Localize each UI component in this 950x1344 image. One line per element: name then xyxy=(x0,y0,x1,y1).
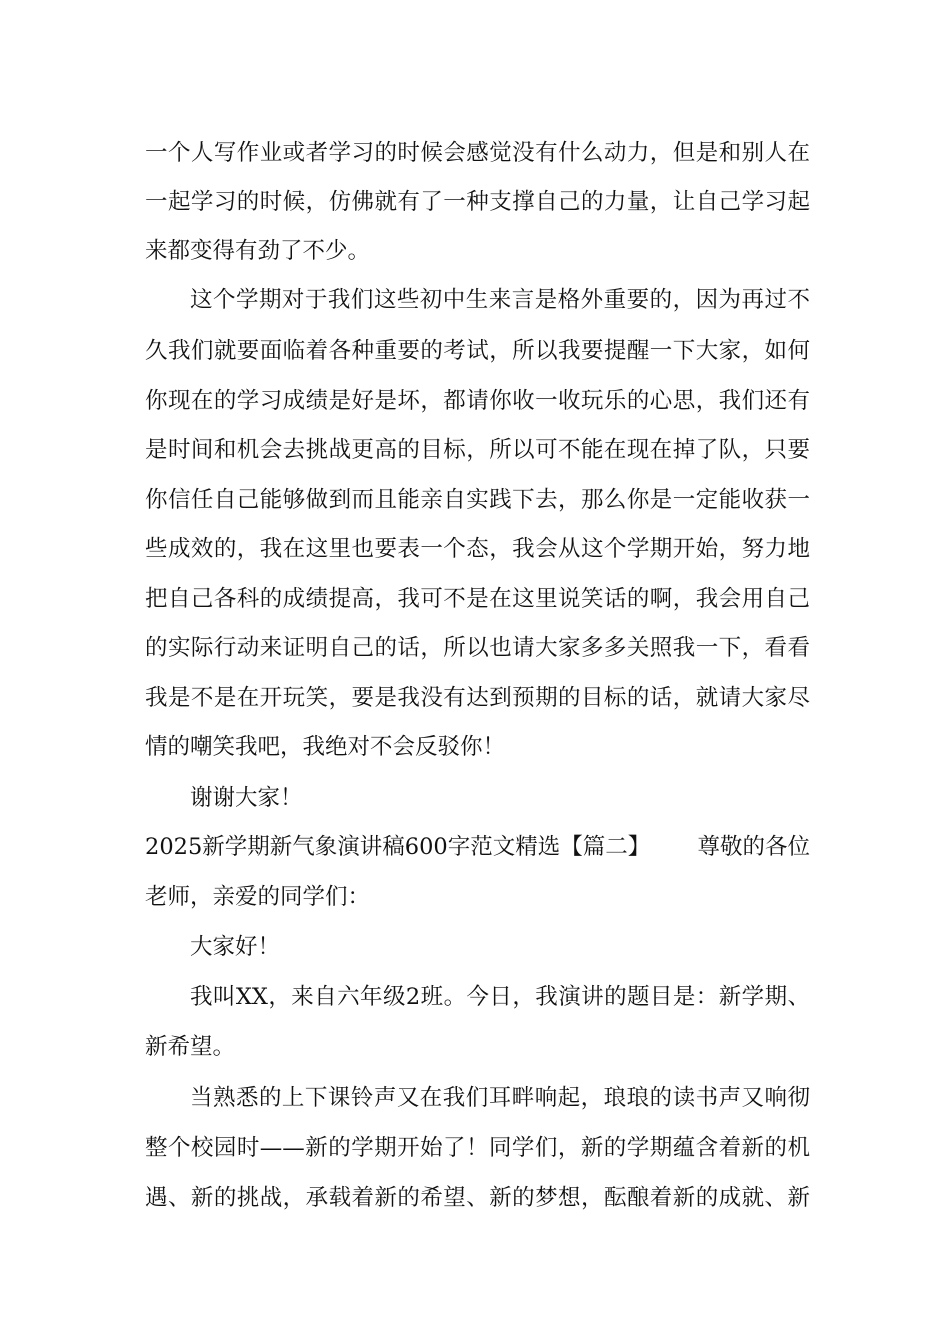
paragraph-line: 些成效的，我在这里也要表一个态，我会从这个学期开始，努力地 xyxy=(145,536,810,562)
paragraph-line: 我叫XX，来自六年级2班。今日，我演讲的题目是：新学期、 xyxy=(190,984,810,1010)
section-title-line xyxy=(145,832,810,862)
salutation-start: 尊敬的各位 xyxy=(697,834,810,860)
paragraph-line: 是时间和机会去挑战更高的目标，所以可不能在现在掉了队，只要 xyxy=(145,437,810,463)
paragraph-line: 把自己各科的成绩提高，我可不是在这里说笑话的啊，我会用自己 xyxy=(145,586,810,612)
section-title: 2025新学期新气象演讲稿600字范文精选【篇二】 xyxy=(145,834,651,860)
paragraph-line: 整个校园时——新的学期开始了！同学们，新的学期蕴含着新的机 xyxy=(145,1135,810,1161)
paragraph-line: 新希望。 xyxy=(145,1034,236,1060)
paragraph-line: 当熟悉的上下课铃声又在我们耳畔响起，琅琅的读书声又响彻 xyxy=(190,1085,810,1111)
paragraph-line: 这个学期对于我们这些初中生来言是格外重要的，因为再过不 xyxy=(190,287,810,313)
paragraph-line: 久我们就要面临着各种重要的考试，所以我要提醒一下大家，如何 xyxy=(145,338,810,364)
paragraph-line: 你现在的学习成绩是好是坏，都请你收一收玩乐的心思，我们还有 xyxy=(145,388,810,414)
paragraph-line: 来都变得有劲了不少。 xyxy=(145,238,371,264)
salutation-end: 老师，亲爱的同学们： xyxy=(145,884,371,910)
paragraph-line: 你信任自己能够做到而且能亲自实践下去，那么你是一定能收获一 xyxy=(145,487,810,513)
greeting: 大家好！ xyxy=(190,934,281,960)
paragraph-line: 一起学习的时候，仿佛就有了一种支撑自己的力量，让自己学习起 xyxy=(145,189,810,215)
paragraph-line: 我是不是在开玩笑，要是我没有达到预期的目标的话，就请大家尽 xyxy=(145,685,810,711)
paragraph-line: 遇、新的挑战，承载着新的希望、新的梦想，酝酿着新的成就、新 xyxy=(145,1185,810,1211)
closing-thanks: 谢谢大家！ xyxy=(190,785,303,811)
paragraph-line: 一个人写作业或者学习的时候会感觉没有什么动力，但是和别人在 xyxy=(145,140,810,166)
paragraph-line: 情的嘲笑我吧，我绝对不会反驳你！ xyxy=(145,734,506,760)
paragraph-line: 的实际行动来证明自己的话，所以也请大家多多关照我一下，看看 xyxy=(145,635,810,661)
